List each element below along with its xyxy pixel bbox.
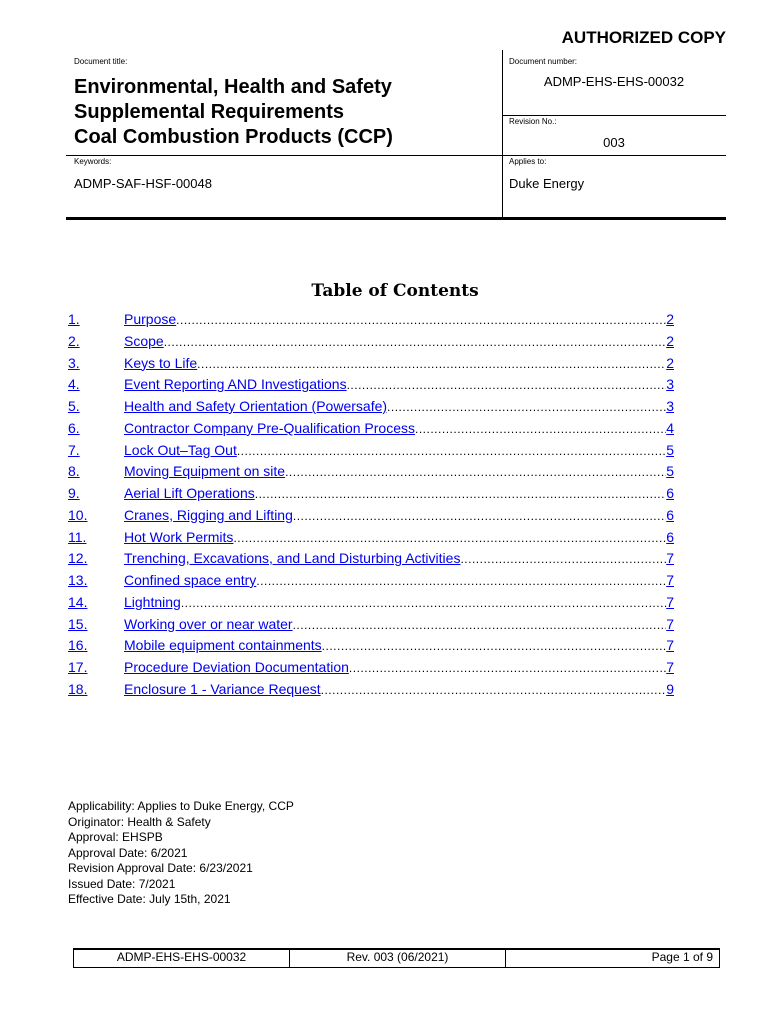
approval-line: Applicability: Applies to Duke Energy, CCP — [68, 799, 294, 813]
toc-entry-number[interactable]: 12. — [68, 550, 88, 567]
approval-line: Issued Date: 7/2021 — [68, 876, 176, 891]
applies-to-value: Duke Energy — [509, 176, 585, 191]
toc-entry-number[interactable]: 10. — [68, 506, 88, 523]
toc-leader-dots — [322, 636, 667, 657]
toc-entry-link[interactable]: Lock Out–Tag Out — [124, 441, 237, 458]
title-line: Supplemental Requirements — [74, 101, 345, 123]
footer-revision: Rev. 003 (06/2021) — [290, 950, 506, 967]
toc-entry-number[interactable]: 16. — [68, 637, 88, 654]
toc-entry-page[interactable]: 9 — [666, 680, 674, 697]
toc-entry-number[interactable]: 6. — [68, 419, 80, 436]
toc-entry[interactable] — [68, 483, 674, 505]
toc-entry-number[interactable]: 8. — [68, 463, 80, 480]
toc-entry-number[interactable]: 4. — [68, 376, 80, 393]
toc-leader-dots — [293, 615, 667, 636]
toc-entry-link[interactable]: Procedure Deviation Documentation — [124, 659, 349, 675]
toc-entry-page[interactable]: 5 — [666, 441, 674, 458]
toc-leader-dots — [293, 506, 666, 527]
toc-entry-page[interactable]: 5 — [666, 463, 674, 480]
authorized-copy-stamp: AUTHORIZED COPY — [561, 28, 726, 47]
toc-entry-number[interactable]: 1. — [68, 311, 80, 327]
toc-entry[interactable] — [68, 548, 674, 570]
document-number: ADMP-EHS-EHS-00032 — [543, 74, 685, 89]
toc-leader-dots — [197, 354, 666, 375]
approval-info — [68, 799, 294, 908]
keywords-value: ADMP-SAF-HSF-00048 — [74, 176, 212, 191]
toc-entry[interactable] — [68, 396, 674, 418]
revision-number: 003 — [603, 135, 625, 150]
toc-entry-link[interactable]: Purpose — [124, 311, 177, 327]
toc-entry[interactable] — [68, 309, 674, 331]
toc-entry-link[interactable]: Cranes, Rigging and Lifting — [124, 506, 293, 523]
toc-entry-page[interactable]: 7 — [666, 659, 674, 675]
toc-leader-dots — [347, 375, 667, 396]
toc-entry-page[interactable]: 7 — [666, 593, 674, 610]
header-divider-right — [502, 115, 726, 116]
toc-entry-link[interactable]: Working over or near water — [124, 615, 293, 632]
header-divider-horizontal — [66, 155, 726, 156]
toc-entry-link[interactable]: Scope — [124, 332, 164, 349]
document-header — [66, 50, 726, 220]
toc-leader-dots — [321, 680, 667, 701]
toc-entry-page[interactable]: 2 — [666, 354, 674, 371]
document-number-label: Document number: — [509, 57, 578, 66]
toc-entry[interactable] — [68, 353, 674, 375]
toc-entry-link[interactable]: Enclosure 1 - Variance Request — [124, 680, 321, 697]
toc-entry-number[interactable]: 5. — [68, 398, 80, 414]
table-of-contents — [68, 309, 674, 701]
toc-leader-dots — [387, 397, 666, 418]
toc-entry[interactable] — [68, 592, 674, 614]
title-line: Coal Combustion Products (CCP) — [74, 126, 393, 148]
title-line: Environmental, Health and Safety — [74, 76, 392, 98]
toc-entry-link[interactable]: Moving Equipment on site — [124, 463, 286, 480]
toc-entry-page[interactable]: 7 — [666, 615, 674, 632]
toc-entry[interactable] — [68, 527, 674, 549]
toc-entry-page[interactable]: 4 — [666, 419, 674, 436]
toc-entry-number[interactable]: 2. — [68, 332, 80, 349]
toc-entry[interactable] — [68, 657, 674, 679]
toc-leader-dots — [460, 549, 666, 570]
toc-entry[interactable] — [68, 440, 674, 462]
toc-title: Table of Contents — [311, 281, 479, 301]
toc-entry-page[interactable]: 6 — [666, 528, 674, 545]
toc-entry-number[interactable]: 9. — [68, 485, 80, 501]
toc-entry-page[interactable]: 6 — [666, 485, 674, 501]
toc-entry[interactable] — [68, 418, 674, 440]
toc-leader-dots — [176, 310, 666, 331]
toc-entry-page[interactable]: 3 — [666, 376, 674, 393]
toc-entry-number[interactable]: 15. — [68, 615, 88, 632]
footer-document-number: ADMP-EHS-EHS-00032 — [74, 950, 290, 967]
toc-entry[interactable] — [68, 331, 674, 353]
approval-line: Originator: Health & Safety — [68, 814, 211, 829]
approval-line: Effective Date: July 15th, 2021 — [68, 892, 231, 906]
page-footer — [73, 948, 720, 968]
toc-entry-page[interactable]: 7 — [666, 637, 674, 654]
toc-entry-number[interactable]: 7. — [68, 441, 80, 458]
toc-entry-number[interactable]: 13. — [68, 572, 88, 588]
toc-entry-link[interactable]: Aerial Lift Operations — [124, 485, 255, 501]
toc-entry[interactable] — [68, 635, 674, 657]
toc-entry[interactable] — [68, 679, 674, 701]
revision-label: Revision No.: — [509, 117, 557, 126]
document-title — [74, 75, 393, 150]
toc-leader-dots — [415, 419, 666, 440]
toc-entry-link[interactable]: Confined space entry — [124, 572, 257, 588]
toc-entry-page[interactable]: 2 — [666, 332, 674, 349]
toc-leader-dots — [349, 658, 666, 679]
toc-entry-number[interactable]: 3. — [68, 354, 80, 371]
toc-entry-link[interactable]: Hot Work Permits — [124, 528, 234, 545]
applies-to-label: Applies to: — [509, 157, 547, 166]
keywords-label: Keywords: — [74, 157, 112, 166]
toc-entry-link[interactable]: Lightning — [124, 593, 181, 610]
toc-entry-link[interactable]: Keys to Life — [124, 354, 198, 371]
toc-entry[interactable] — [68, 614, 674, 636]
toc-entry-number[interactable]: 17. — [68, 659, 88, 675]
toc-entry[interactable] — [68, 461, 674, 483]
toc-entry-link[interactable]: Trenching, Excavations, and Land Disturbing Activities — [124, 550, 461, 567]
toc-entry[interactable] — [68, 374, 674, 396]
toc-entry-link[interactable]: Event Reporting AND Investigations — [124, 376, 347, 393]
toc-leader-dots — [285, 462, 666, 483]
toc-entry-number[interactable]: 11. — [68, 528, 87, 545]
toc-entry[interactable] — [68, 505, 674, 527]
toc-leader-dots — [237, 441, 666, 462]
toc-entry-page[interactable]: 7 — [666, 550, 674, 567]
document-title-label: Document title: — [74, 57, 128, 66]
toc-entry-number[interactable]: 18. — [68, 680, 88, 697]
approval-line: Approval Date: 6/2021 — [68, 845, 188, 860]
toc-leader-dots — [233, 528, 666, 549]
toc-entry-link[interactable]: Health and Safety Orientation (Powersafe) — [124, 398, 388, 414]
toc-leader-dots — [255, 484, 666, 505]
toc-entry-page[interactable]: 7 — [666, 572, 674, 588]
toc-leader-dots — [181, 593, 666, 614]
toc-entry-page[interactable]: 2 — [666, 311, 674, 327]
toc-entry-link[interactable]: Mobile equipment containments — [124, 637, 322, 654]
approval-line: Approval: EHSPB — [68, 830, 163, 844]
footer-page-number: Page 1 of 9 — [651, 950, 713, 964]
toc-entry-number[interactable]: 14. — [68, 593, 88, 610]
toc-entry-page[interactable]: 6 — [666, 506, 674, 523]
approval-line: Revision Approval Date: 6/23/2021 — [68, 861, 253, 875]
toc-entry[interactable] — [68, 570, 674, 592]
toc-entry-link[interactable]: Contractor Company Pre-Qualification Process — [124, 419, 416, 436]
toc-entry-page[interactable]: 3 — [666, 398, 674, 414]
toc-leader-dots — [164, 332, 667, 353]
toc-leader-dots — [256, 571, 666, 592]
